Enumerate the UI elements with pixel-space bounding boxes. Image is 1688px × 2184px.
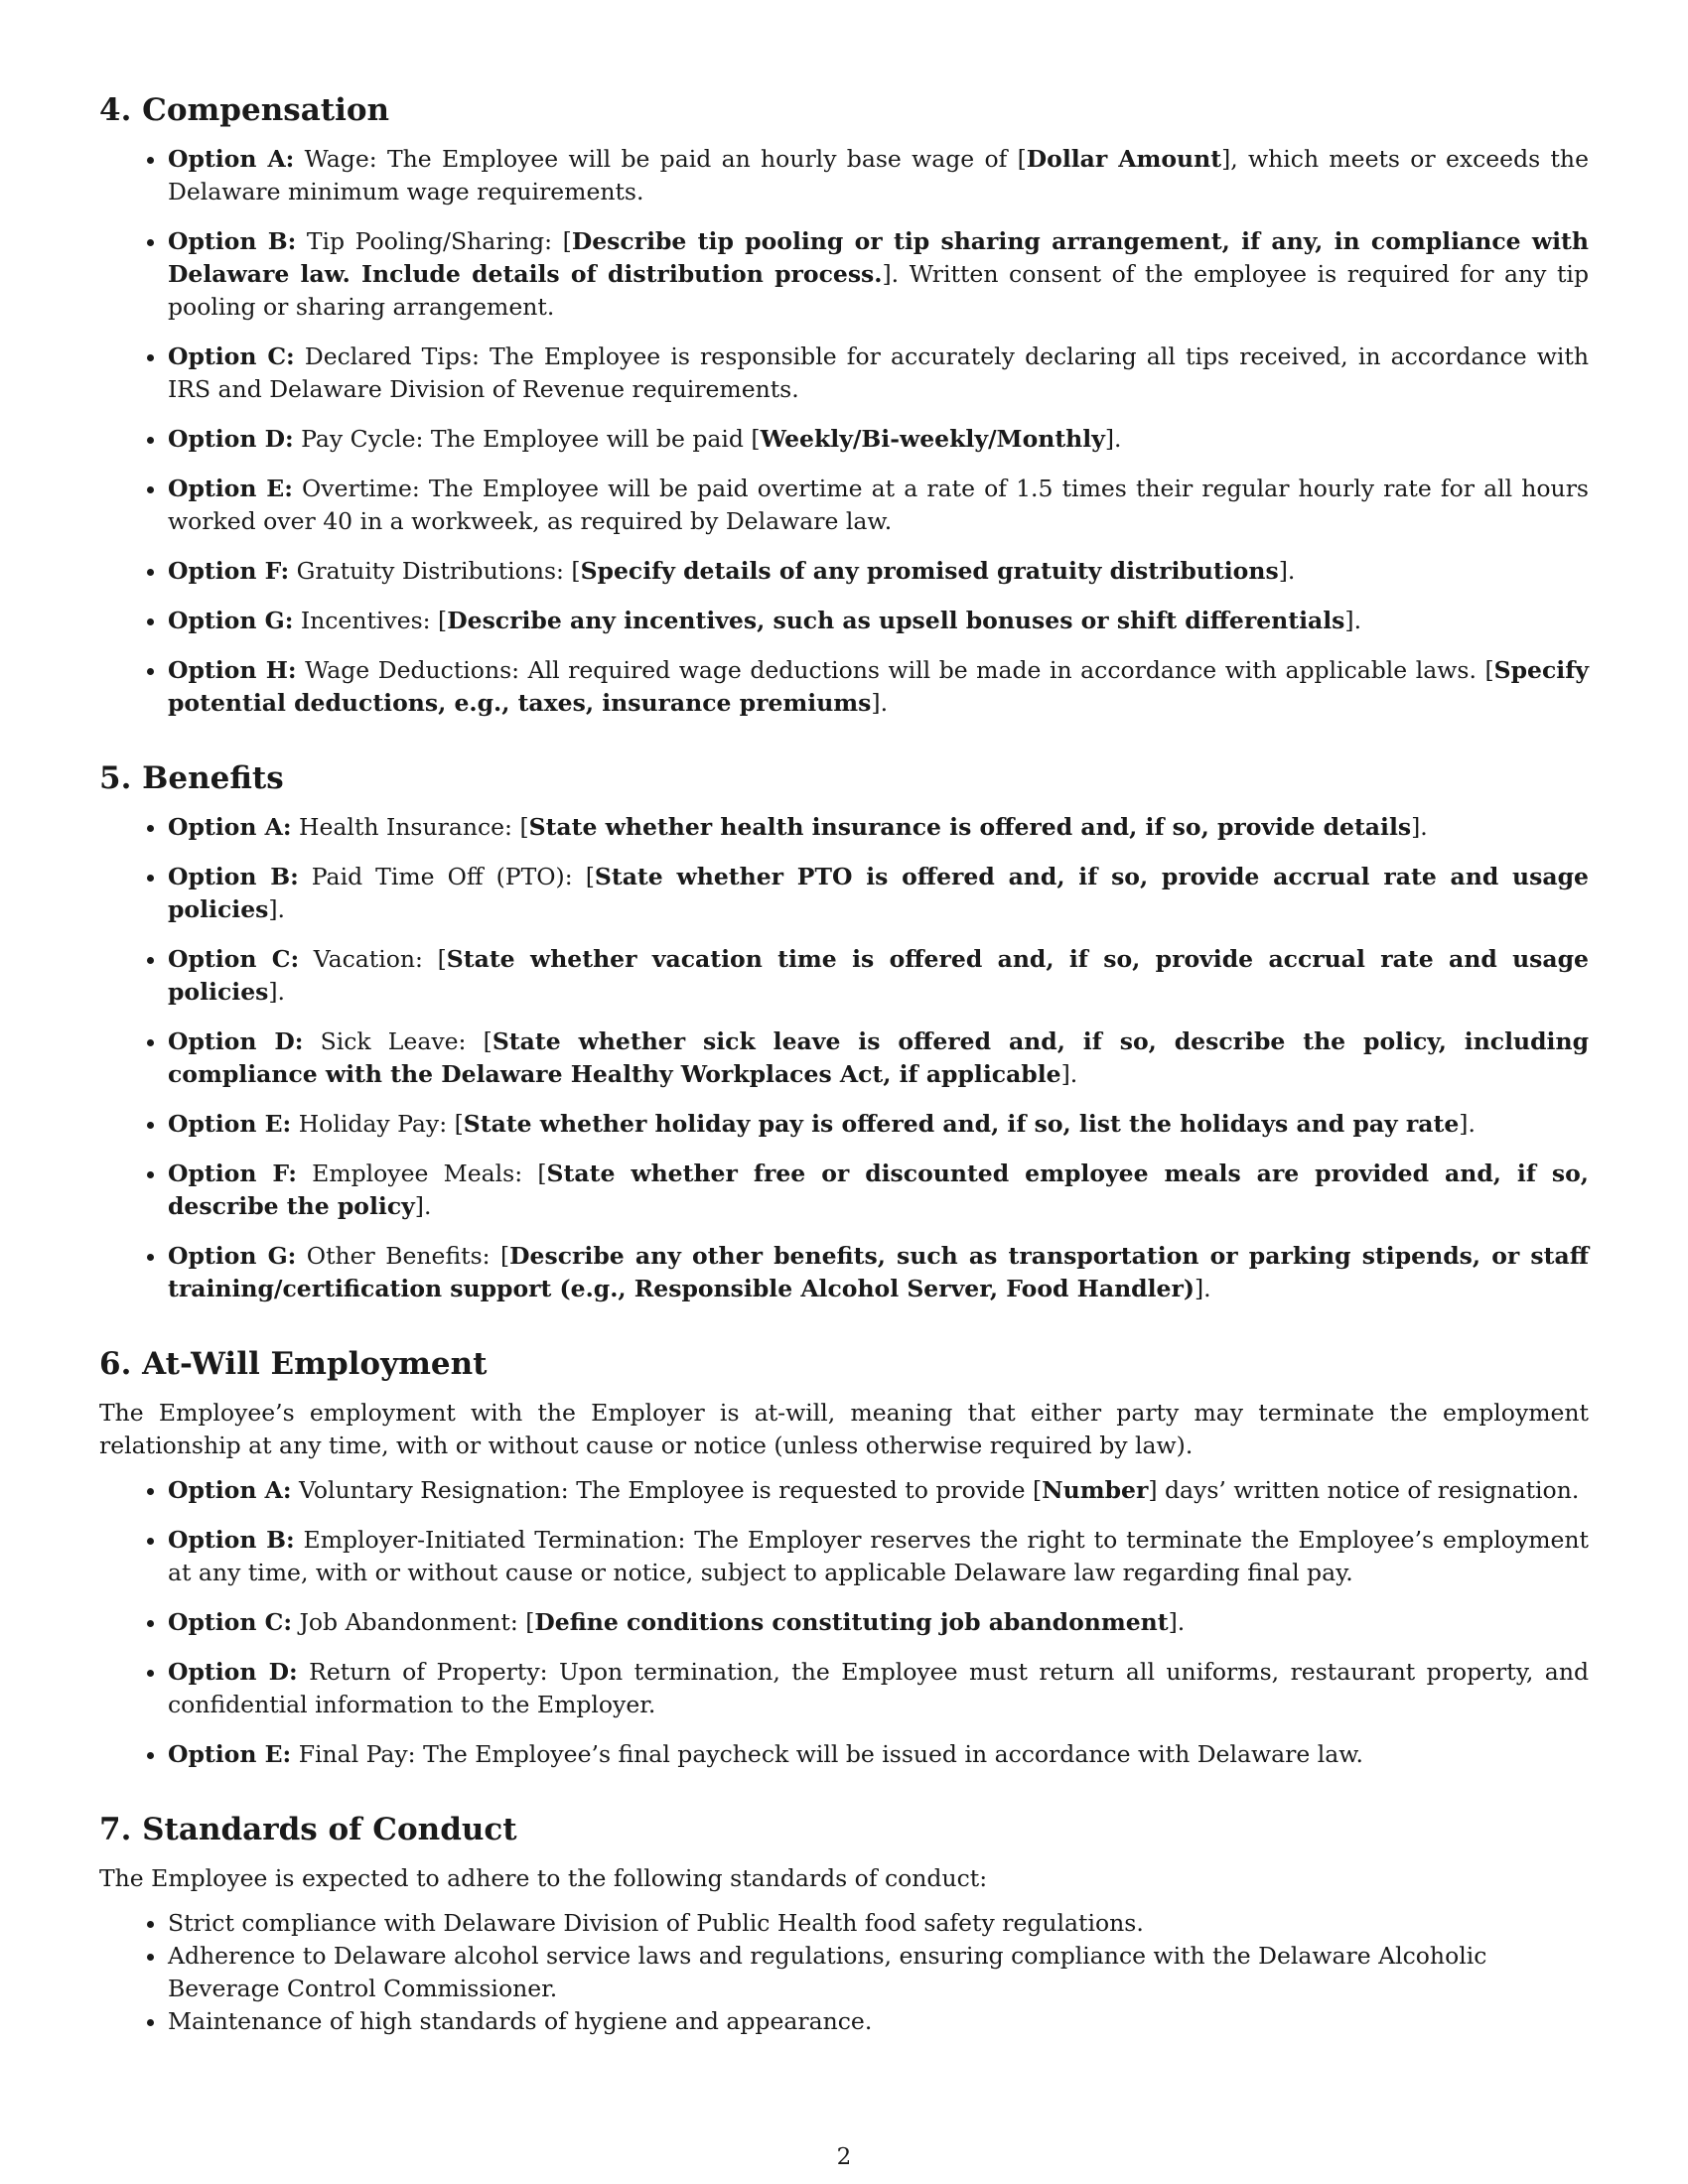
placeholder-text: State whether PTO is offered and, if so, provide accrual rate and usage policies xyxy=(168,863,1589,923)
section-at-will-employment xyxy=(99,1343,1589,1771)
option-label: Option G: xyxy=(168,607,294,634)
placeholder-text: State whether sick leave is offered and, if so, describe the policy, including compliance with the Delaware Healthy Workplaces Act, if applicable xyxy=(168,1027,1590,1088)
text: ]. xyxy=(268,895,286,923)
list-item xyxy=(168,1240,1589,1305)
list-item xyxy=(168,555,1589,588)
list-item xyxy=(168,1738,1589,1771)
list-item xyxy=(168,341,1589,406)
text: Holiday Pay: [ xyxy=(291,1110,464,1138)
option-label: Option B: xyxy=(168,863,299,890)
list-item xyxy=(168,1474,1589,1507)
placeholder-text: Weekly/Bi-weekly/Monthly xyxy=(760,425,1105,453)
text: ]. xyxy=(268,978,286,1006)
conduct-list xyxy=(99,1907,1589,2038)
list-item xyxy=(168,423,1589,456)
text: Incentives: [ xyxy=(293,607,448,634)
text: Gratuity Distributions: [ xyxy=(289,557,581,585)
list-item xyxy=(168,861,1589,926)
text: Health Insurance: [ xyxy=(291,813,529,841)
option-label: Option B: xyxy=(168,227,297,255)
option-label: Option B: xyxy=(168,1526,295,1554)
text: Wage Deductions: All required wage deductions will be made in accordance with applicable laws. [ xyxy=(296,656,1494,684)
text: Declared Tips: The Employee is responsible for accurately declaring all tips received, in accordance with IRS and Delaware Division of Revenue requirements. xyxy=(168,342,1589,403)
placeholder-text: State whether vacation time is offered and, if so, provide accrual rate and usage policies xyxy=(168,945,1590,1006)
list-item xyxy=(168,1524,1589,1589)
list-item xyxy=(168,1025,1589,1091)
section-intro: The Employee’s employment with the Employer is at-will, meaning that either party may terminate the employment relationship at any time, with or without cause or notice (unless otherwise required by law). xyxy=(99,1399,1589,1459)
text: Paid Time Off (PTO): [ xyxy=(298,863,595,890)
text: Overtime: The Employee will be paid overtime at a rate of 1.5 times their regular hourly rate for all hours worked over 40 in a workweek, as required by Delaware law. xyxy=(168,475,1589,535)
section-benefits xyxy=(99,757,1589,1305)
list-item xyxy=(168,143,1589,208)
list-item xyxy=(168,1108,1589,1141)
option-label: Option E: xyxy=(168,475,293,502)
options-list xyxy=(99,143,1589,720)
placeholder-text: Specify details of any promised gratuity distributions xyxy=(580,557,1279,585)
option-label: Option A: xyxy=(168,1476,292,1504)
placeholder-text: State whether free or discounted employee meals are provided and, if so, describe the policy xyxy=(168,1160,1589,1220)
list-item xyxy=(168,1606,1589,1639)
text: ]. xyxy=(1278,557,1296,585)
text: ] days’ written notice of resignation. xyxy=(1148,1476,1580,1504)
option-label: Option C: xyxy=(168,342,295,370)
option-label: Option C: xyxy=(168,1608,293,1636)
text: Job Abandonment: [ xyxy=(292,1608,535,1636)
text: Pay Cycle: The Employee will be paid [ xyxy=(293,425,761,453)
list-item xyxy=(168,473,1589,538)
placeholder-text: Specify potential deductions, e.g., taxes, insurance premiums xyxy=(168,656,1589,717)
text: ]. xyxy=(1411,813,1428,841)
option-label: Option G: xyxy=(168,1242,297,1270)
section-heading: 7. Standards of Conduct xyxy=(99,1812,517,1847)
text: ]. xyxy=(414,1192,432,1220)
option-label: Option F: xyxy=(168,557,290,585)
placeholder-text: Number xyxy=(1042,1476,1149,1504)
list-item xyxy=(168,654,1589,720)
text: Employer-Initiated Termination: The Employer reserves the right to terminate the Employee’s employment at any time, with or without cause or notice, subject to applicable Delaware law regarding final pay. xyxy=(168,1526,1589,1586)
list-item: • Maintenance of high standards of hygiene and appearance. xyxy=(168,2005,1589,2038)
section-standards-of-conduct xyxy=(99,1809,1589,2038)
text: Employee Meals: [ xyxy=(296,1160,547,1187)
option-label: Option C: xyxy=(168,945,300,973)
text: Final Pay: The Employee’s final paycheck will be issued in accordance with Delaware law. xyxy=(291,1740,1364,1768)
list-item xyxy=(168,605,1589,637)
section-intro: The Employee is expected to adhere to the following standards of conduct: xyxy=(99,1864,988,1892)
placeholder-text: State whether health insurance is offered and, if so, provide details xyxy=(528,813,1412,841)
placeholder-text: Describe any other benefits, such as transportation or parking stipends, or staff training/certification support (e.g., Responsible Alcohol Server, Food Handler) xyxy=(168,1242,1590,1302)
text: ]. Written consent of the employee is required for any tip pooling or sharing arrangement. xyxy=(168,260,1589,321)
placeholder-text: State whether holiday pay is offered and, if so, list the holidays and pay rate xyxy=(463,1110,1460,1138)
option-label: Option E: xyxy=(168,1740,292,1768)
section-heading: 6. At-Will Employment xyxy=(99,1346,488,1382)
placeholder-text: Dollar Amount xyxy=(1026,145,1222,173)
option-label: Option E: xyxy=(168,1110,292,1138)
option-label: Option D: xyxy=(168,1658,298,1686)
section-heading: 5. Benefits xyxy=(99,760,284,796)
placeholder-text: Define conditions constituting job abandonment xyxy=(534,1608,1169,1636)
list-item xyxy=(168,943,1589,1009)
text: ]. xyxy=(1344,607,1362,634)
text: Tip Pooling/Sharing: [ xyxy=(296,227,572,255)
text: ], which meets or exceeds the Delaware minimum wage requirements. xyxy=(168,145,1589,205)
text: ]. xyxy=(871,689,889,717)
text: ]. xyxy=(1060,1060,1078,1088)
page-number: 2 xyxy=(836,2144,852,2170)
option-label: Option D: xyxy=(168,1027,304,1055)
section-compensation xyxy=(99,89,1589,720)
text: Other Benefits: [ xyxy=(296,1242,510,1270)
document-page xyxy=(99,89,1589,2076)
list-item xyxy=(168,225,1589,324)
text: ]. xyxy=(1104,425,1122,453)
option-label: Option A: xyxy=(168,813,292,841)
option-label: Option A: xyxy=(168,145,295,173)
option-label: Option H: xyxy=(168,656,297,684)
placeholder-text: Describe tip pooling or tip sharing arrangement, if any, in compliance with Delaware law. Include details of distribution process. xyxy=(168,227,1589,288)
options-list xyxy=(99,1474,1589,1771)
list-item xyxy=(168,811,1589,844)
text: ]. xyxy=(1194,1275,1211,1302)
options-list xyxy=(99,811,1589,1305)
text: ]. xyxy=(1168,1608,1186,1636)
text: Return of Property: Upon termination, the Employee must return all uniforms, restaurant property, and confidential information to the Employer. xyxy=(168,1658,1589,1718)
text: ]. xyxy=(1459,1110,1476,1138)
list-item: • Strict compliance with Delaware Division of Public Health food safety regulations. xyxy=(168,1907,1589,1940)
option-label: Option D: xyxy=(168,425,294,453)
list-item xyxy=(168,1158,1589,1223)
list-item xyxy=(168,1656,1589,1721)
text: Voluntary Resignation: The Employee is requested to provide [ xyxy=(291,1476,1043,1504)
option-label: Option F: xyxy=(168,1160,297,1187)
placeholder-text: Describe any incentives, such as upsell bonuses or shift differentials xyxy=(447,607,1345,634)
list-item: • Adherence to Delaware alcohol service laws and regulations, ensuring compliance with the Delaware Alcoholic Beverage Control Commissioner. xyxy=(168,1940,1589,2005)
section-heading: 4. Compensation xyxy=(99,92,390,128)
text: Sick Leave: [ xyxy=(303,1027,492,1055)
text: Wage: The Employee will be paid an hourly base wage of [ xyxy=(294,145,1027,173)
text: Vacation: [ xyxy=(299,945,447,973)
